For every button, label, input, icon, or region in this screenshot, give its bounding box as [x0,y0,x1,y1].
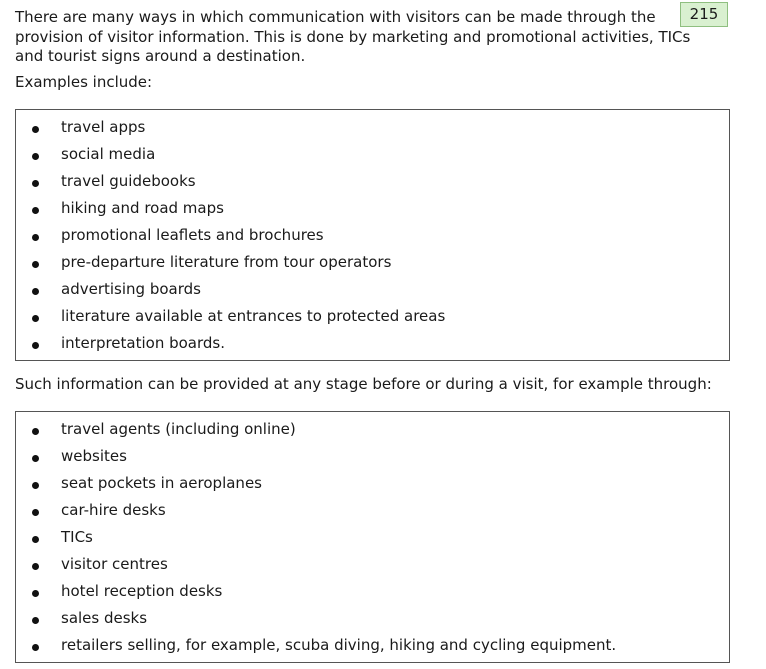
list-item [16,195,729,222]
bullet-icon [32,590,39,597]
bullet-icon [32,428,39,435]
list-item-text: car-hire desks [61,501,166,519]
bullet-icon [32,482,39,489]
bullet-icon [32,261,39,268]
bullet-icon [32,342,39,349]
list-item-text: seat pockets in aeroplanes [61,474,262,492]
list-item-text: literature available at entrances to protected areas [61,307,446,325]
bullet-icon [32,644,39,651]
bullet-icon [32,455,39,462]
bullet-icon [32,207,39,214]
bullet-icon [32,180,39,187]
list-item [16,222,729,249]
list-item-text: advertising boards [61,280,201,298]
list-item [16,276,729,303]
bullet-icon [32,288,39,295]
list-item-text: travel agents (including online) [61,420,296,438]
bullet-icon [32,315,39,322]
list-item-text: retailers selling, for example, scuba diving, hiking and cycling equipment. [61,636,617,654]
list-item [16,141,729,168]
list-item [16,470,729,497]
bullet-icon [32,509,39,516]
list-item-text: travel guidebooks [61,172,196,190]
list-item-text: sales desks [61,609,148,627]
list-item [16,443,729,470]
list-item [16,524,729,551]
list-item-text: TICs [61,528,93,546]
list-item [16,249,729,276]
bullet-icon [32,234,39,241]
bullet-icon [32,153,39,160]
intro-paragraph: There are many ways in which communication with visitors can be made through the provision of visitor information. This is done by marketing and promotional activities, TICs and tourist signs around a destination. [15,8,691,65]
list-item [16,497,729,524]
page-number-badge: 215 [680,2,728,27]
stage-paragraph: Such information can be provided at any stage before or during a visit, for example through: [15,375,712,393]
list-item-text: pre-departure literature from tour operators [61,253,392,271]
list-item [16,303,729,330]
list-item-text: visitor centres [61,555,168,573]
list-item-text: hiking and road maps [61,199,224,217]
bullet-icon [32,126,39,133]
list-item-text: interpretation boards. [61,334,226,352]
list-item [16,330,729,357]
bullet-icon [32,563,39,570]
list-item [16,578,729,605]
list-item-text: social media [61,145,156,163]
list-item-text: travel apps [61,118,146,136]
examples-label: Examples include: [15,73,153,91]
channels-list [15,411,730,663]
list-item-text: promotional leaflets and brochures [61,226,324,244]
list-item [16,416,729,443]
list-item-text: hotel reception desks [61,582,223,600]
list-item [16,632,729,659]
bullet-icon [32,536,39,543]
list-item [16,605,729,632]
list-item [16,551,729,578]
bullet-icon [32,617,39,624]
list-item [16,168,729,195]
list-item-text: websites [61,447,127,465]
list-item [16,114,729,141]
examples-list [15,109,730,361]
